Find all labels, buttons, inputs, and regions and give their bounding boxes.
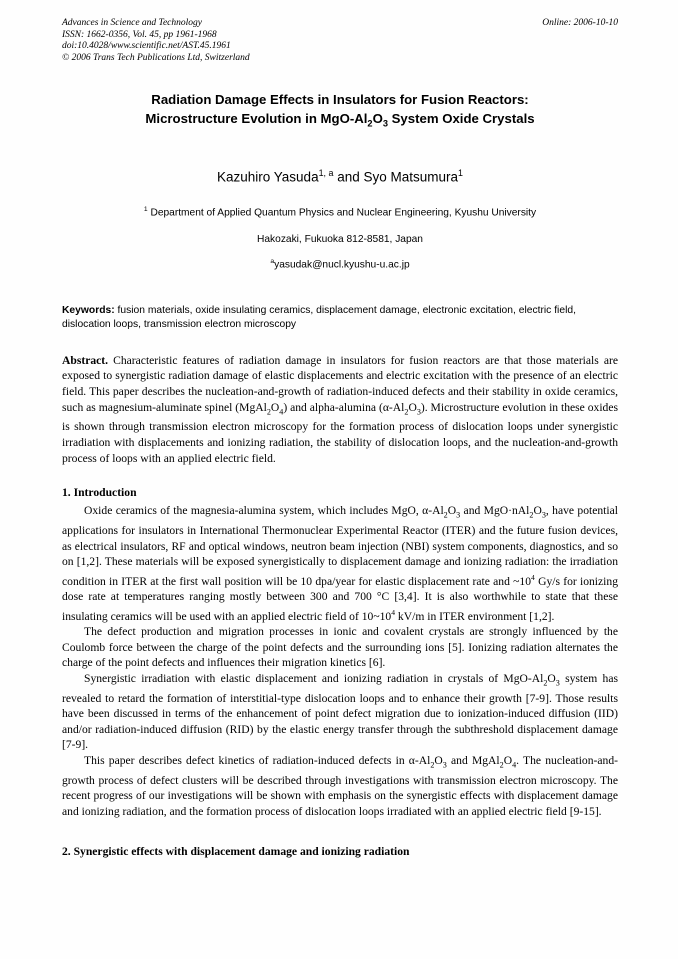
abstract-sub-4: 3 (416, 406, 421, 416)
title-sub-2: 3 (382, 118, 388, 129)
affiliation-marker: 1 (143, 206, 148, 214)
intro-p2: The defect production and migration processes in ionic and covalent crystals are strongly influenced by the Coulomb force between the charge of the point defects and the surrounding ions [5]. Ionizing radiation alternates the charge of the point defects and influences their migration kinetics [6]. (62, 625, 618, 670)
title-line-2-pre: Microstructure Evolution in MgO-Al (145, 111, 368, 126)
affiliation-address: Hakozaki, Fukuoka 812-8581, Japan (257, 233, 423, 245)
section-1-body (62, 503, 618, 819)
author-name-2: Syo Matsumura (363, 169, 459, 185)
title-sub-1: 2 (367, 118, 373, 129)
email-marker: a (270, 257, 275, 265)
title-line-2-mid: O (372, 111, 383, 126)
paper-title (62, 90, 618, 134)
abstract-sub-1: 2 (266, 406, 271, 416)
journal-header (62, 18, 618, 68)
keywords-label: Keywords: (62, 304, 115, 316)
intro-p4: This paper describes defect kinetics of radiation-induced defects in $\alpha-Al_2O_3$ and $MgAl_2O_4$. The nucleation-and-growth process of defect clusters will be described through investigations with transmission electron microscopy. The recent progress of our investigations will be shown with emphasis on the synergistic effects with displacement damage and ionizing radiation, and the formation process of dislocation loops irradiated with an applied electric field [9-15]. (62, 753, 618, 818)
author-email (62, 258, 618, 270)
affiliation (62, 202, 618, 220)
abstract-part-4: O (408, 400, 417, 414)
journal-issn: ISSN: 1662-0356, Vol. 45, pp 1961-1968 (62, 29, 217, 40)
keywords-block (62, 304, 618, 333)
abstract-part-3: ) and alpha-alumina (α-Al (283, 400, 405, 414)
title-line-2-post: System Oxide Crystals (387, 111, 535, 126)
online-date: Online: 2006-10-10 (542, 18, 618, 28)
abstract-sub-3: 2 (404, 406, 409, 416)
section-heading-2: 2. Synergistic effects with displacement damage and ionizing radiation (62, 845, 410, 859)
abstract-part-5: ). Microstructure evolution in these oxides is shown through transmission electron microscopy for the formation process of dislocation loops under synergistic irradiation with displacements and ionizing radiation, the stability of dislocation loops, and the nucleation-and-growth process of loops with an applied electric field. (62, 400, 618, 465)
title-line-2 (62, 109, 618, 134)
email-text: yasudak@nucl.kyushu-u.ac.jp (274, 258, 410, 270)
intro-p3: Synergistic irradiation with elastic displacement and ionizing radiation in crystals of MgO-$Al_2O_3$ system has revealed to retard the formation of interstitial-type dislocation loops and to enhance their growth [7-9]. Those results have been discussed in terms of the enhancement of point defect migration due to ionization-induced diffusion (IID) and/or radiation-induced diffusion (RID) by the elastic energy transfer through the subthreshold displacement damage [7-9]. (62, 671, 618, 752)
section-heading-1: 1. Introduction (62, 486, 137, 500)
abstract-part-2: O (270, 400, 280, 414)
page-content (62, 18, 618, 858)
affiliation-text: Department of Applied Quantum Physics and Nuclear Engineering, Kyushu University (147, 207, 537, 219)
journal-doi: doi:10.4028/www.scientific.net/AST.45.1961 (62, 41, 231, 52)
abstract-label: Abstract. (62, 353, 109, 367)
journal-copyright: © 2006 Trans Tech Publications Ltd, Switzerland (62, 52, 250, 63)
author-1-marker: 1, a (318, 167, 334, 178)
keywords-text: fusion materials, oxide insulating ceramics, displacement damage, electronic excitation, electric field, dislocation loops, transmission electron microscopy (62, 304, 576, 331)
abstract-sub-2: 4 (279, 406, 284, 416)
author-conjunction: and (333, 169, 364, 185)
journal-name: Advances in Science and Technology (62, 18, 202, 28)
author-name-1: Kazuhiro Yasuda (217, 169, 319, 185)
author-2-marker: 1 (458, 167, 463, 178)
abstract-part-1: Characteristic features of radiation damage in insulators for fusion reactors are that those materials are exposed to synergistic radiation damage of elastic displacements and electric excitation with the presence of an electric field. This paper describes the nucleation-and-growth of radiation-induced defects and their stability in oxide ceramics, such as magnesium-aluminate spinel (MgAl (62, 353, 618, 414)
abstract-block (62, 353, 618, 466)
title-line-1: Radiation Damage Effects in Insulators for Fusion Reactors: (151, 92, 529, 107)
intro-p1: Oxide ceramics of the magnesia-alumina system, which includes MgO, $\alpha-Al_2O_3$ and $MgO\cdot nAl_2O_3$, have potential applications for insulators in International Thermonuclear Experimental Reactor (ITER) and the future fusion devices, as electrical insulators, RF and optical windows, neutron beam injection (NBI) system components, diagnostics, and so on [1,2]. These materials will be exposed synergistically to displacement damage and ionizing radiation: the irradiation condition in ITER at the first wall position will be 10 dpa/year for elastic displacement rate and $\sim 10^4$ Gy/s for ionizing dose rate at temperatures ranging mostly between 300 and 700 °C [3,4]. It is also worthwhile to state that these insulating ceramics will be used with an applied electric field of $10\sim 10^4$ kV/m in ITER environment [1,2]. (62, 504, 618, 623)
author-list (62, 164, 618, 187)
